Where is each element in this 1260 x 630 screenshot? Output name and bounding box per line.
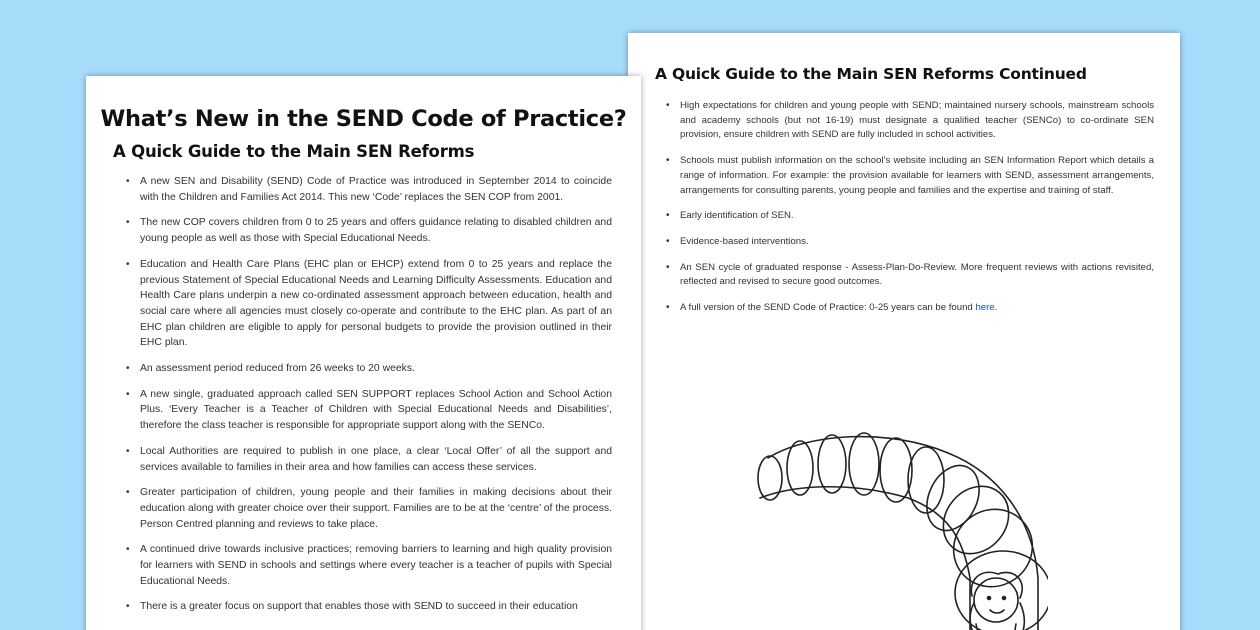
bullet-dot-icon: • <box>126 363 130 375</box>
list-item: • High expectations for children and young people with SEND; maintained nursery schools, mainstream schools and academy schools (but not 16-19) must designate a qualified teacher (SENCo) to co-ordinate SEN provision, ensure children with SEND are fully included in school activities. <box>666 100 1154 141</box>
bullet-dot-icon: • <box>126 258 130 270</box>
bullet-dot-icon: • <box>666 155 670 167</box>
child-in-play-tunnel-illustration <box>748 428 1048 630</box>
page-2-bullet-list <box>666 99 1154 327</box>
bullet-dot-icon: • <box>126 445 130 457</box>
bullet-dot-icon: • <box>126 217 130 229</box>
document-page-2 <box>628 33 1180 630</box>
list-item: • A new SEN and Disability (SEND) Code of Practice was introduced in September 2014 to coincide with the Children and Families Act 2014. This new ‘Code’ replaces the SEN COP from 2001. <box>126 176 612 203</box>
document-page-1 <box>86 76 641 630</box>
list-item: • A full version of the SEND Code of Practice: 0-25 years can be found here. <box>666 301 1154 316</box>
bullet-dot-icon: • <box>126 487 130 499</box>
bullet-dot-icon: • <box>666 210 670 222</box>
code-of-practice-link[interactable]: here <box>975 302 995 314</box>
bullet-dot-icon: • <box>666 100 670 111</box>
list-item: • There is a greater focus on support that enables those with SEND to succeed in their education <box>126 599 612 615</box>
bullet-dot-icon: • <box>126 388 130 400</box>
page-2-subtitle: A Quick Guide to the Main SEN Reforms Continued <box>655 65 1087 83</box>
list-item: • Local Authorities are required to publish in one place, a clear ‘Local Offer’ of all the support and services available to families in their area and how families can access these services. <box>126 445 612 473</box>
page-title: What’s New in the SEND Code of Practice? <box>100 106 627 132</box>
list-item: • A new single, graduated approach called SEN SUPPORT replaces School Action and School Action Plus. ‘Every Teacher is a Teacher of Children with Special Educational Needs and Disabilities’, therefore the class teacher is responsible for appropriate support along with the SENCo. <box>126 388 612 432</box>
list-item: • An assessment period reduced from 26 weeks to 20 weeks. <box>126 361 612 377</box>
list-item: • The new COP covers children from 0 to 25 years and offers guidance relating to disabled children and young people as well as those with Special Educational Needs. <box>126 217 612 245</box>
bullet-dot-icon: • <box>666 261 670 273</box>
page-1-bullet-list <box>126 174 612 625</box>
bullet-dot-icon: • <box>126 601 130 613</box>
bullet-dot-icon: • <box>126 544 130 556</box>
page-1-subtitle: A Quick Guide to the Main SEN Reforms <box>113 142 475 161</box>
bullet-dot-icon: • <box>666 302 670 314</box>
bullet-dot-icon: • <box>666 235 670 247</box>
list-item: • Evidence-based interventions. <box>666 235 1154 250</box>
list-item: • Education and Health Care Plans (EHC plan or EHCP) extend from 0 to 25 years and replace the previous Statement of Special Educational Needs and Learning Difficulty Assessments. Education and Health Care plans underpin a new co-ordinated assessment approach between education, health and social care where all agencies must closely co-operate and contribute to the EHC plan. As part of an EHC plan children are eligible to apply for personal budgets to provide the provision outlined in their EHC plan. <box>126 258 612 349</box>
list-item: • Greater participation of children, young people and their families in making decisions about their education along with greater choice over their support. Families are to be at the ‘centre’ of the process. Person Centred planning and reviews to take place. <box>126 487 612 530</box>
bullet-dot-icon: • <box>126 176 130 187</box>
list-item: • A continued drive towards inclusive practices; removing barriers to learning and high quality provision for learners with SEND in schools and settings where every teacher is a teacher of pupils with Special Educational Needs. <box>126 544 612 587</box>
list-item: • Schools must publish information on the school’s website including an SEN Information Report which details a range of information. For example: the provision available for learners with SEND, assessment arrangements, arrangements for consulting parents, young people and families and the expertise and training of staff. <box>666 155 1154 196</box>
list-item: • An SEN cycle of graduated response - Assess-Plan-Do-Review. More frequent reviews with actions revisited, reflected and revised to secure good outcomes. <box>666 261 1154 288</box>
list-item: • Early identification of SEN. <box>666 209 1154 224</box>
